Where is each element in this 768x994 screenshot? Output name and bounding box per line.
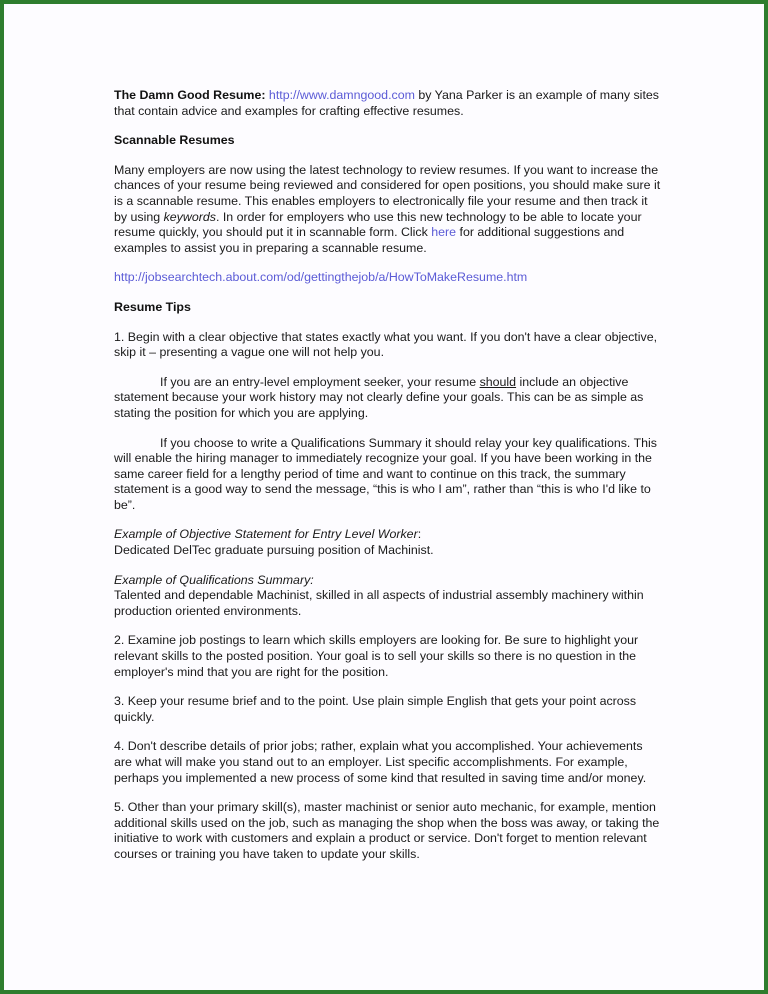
tip-item-5: 5. Other than your primary skill(s), master machinist or senior auto mechanic, for example, mention additional skills used on the job, such as managing the shop when the boss was away, or taking the initiative to work with customers and explain a product or service. Don't forget to mention relevant courses or training you have taken to update your skills. (114, 800, 660, 861)
example-objective-text: Dedicated DelTec graduate pursuing position of Machinist. (114, 543, 434, 558)
tip-item-3: 3. Keep your resume brief and to the point. Use plain simple English that gets your point across quickly. (114, 694, 637, 724)
jobsearchtech-link[interactable]: http://jobsearchtech.about.com/od/gettingthejob/a/HowToMakeResume.htm (114, 270, 528, 285)
scannable-text-part3: for additional suggestions and examples to assist you in preparing a scannable resume. (114, 225, 625, 255)
intro-paragraph (114, 88, 662, 119)
heading-resume-tips: Resume Tips (114, 299, 191, 314)
intro-title: The Damn Good Resume: (114, 88, 266, 102)
example-objective-label (114, 527, 662, 543)
tip-1-sub-1-part2: include an objective statement because your work history may not clearly define your goals. This can be as simple as stating the position for which you are applying. (114, 374, 644, 420)
example-summary-text: Talented and dependable Machinist, skilled in all aspects of industrial assembly machinery within production oriented environments. (114, 588, 644, 618)
example-objective-label-text: Example of Objective Statement for Entry Level Worker (114, 527, 418, 542)
here-link[interactable]: here (431, 225, 457, 240)
tip-1-sub-1-part1: If you are an entry-level employment seeker, your resume (160, 374, 480, 389)
scannable-paragraph (114, 163, 662, 257)
tip-item-1: 1. Begin with a clear objective that states exactly what you want. If you don't have a clear objective, skip it – presenting a vague one will not help you. (114, 329, 658, 360)
scannable-text-part2: . In order for employers who use this new technology to be able to locate your resume quickly, you should put it in scannable form. Click (114, 209, 642, 240)
intro-after-url: by Yana Parker is an example of many sites that contain advice and examples for crafting effective resumes. (114, 88, 659, 118)
heading-scannable-resumes: Scannable Resumes (114, 133, 235, 148)
tip-1-sub-paragraph-2: If you choose to write a Qualifications Summary it should relay your key qualifications. This will enable the hiring manager to immediately recognize your goal. If you have been working in the same career field for a lengthy period of time and want to continue on this track, the summary statement is a good way to send the message, “this is who I am”, rather than “this is who I'd like to be”. (114, 435, 657, 512)
scannable-text-part1: Many employers are now using the latest technology to review resumes. If you want to increase the chances of your resume being reviewed and considered for open positions, you should make sure it is a scannable resume. This enables employers to electronically file your resume and then track it by using (114, 162, 661, 224)
tip-1-sub-paragraph-1 (114, 375, 662, 422)
damngood-link[interactable]: http://www.damngood.com (268, 88, 415, 102)
tip-item-4: 4. Don't describe details of prior jobs; rather, explain what you accomplished. Your achievements are what will make you stand out to an employer. List specific accomplishments. For example, perhaps you implemented a new process of some kind that resulted in saving time and/or money. (114, 739, 647, 785)
keywords-italic: keywords (163, 209, 216, 224)
reference-url-paragraph (114, 270, 662, 286)
tip-item-2: 2. Examine job postings to learn which skills employers are looking for. Be sure to highlight your relevant skills to the posted position. Your goal is to sell your skills so there is no question in the employer's mind that you are right for the position. (114, 633, 639, 679)
document-content (114, 88, 662, 877)
example-objective-colon: : (417, 527, 422, 542)
should-underlined: should (479, 374, 517, 389)
example-summary-label: Example of Qualifications Summary: (114, 572, 314, 587)
